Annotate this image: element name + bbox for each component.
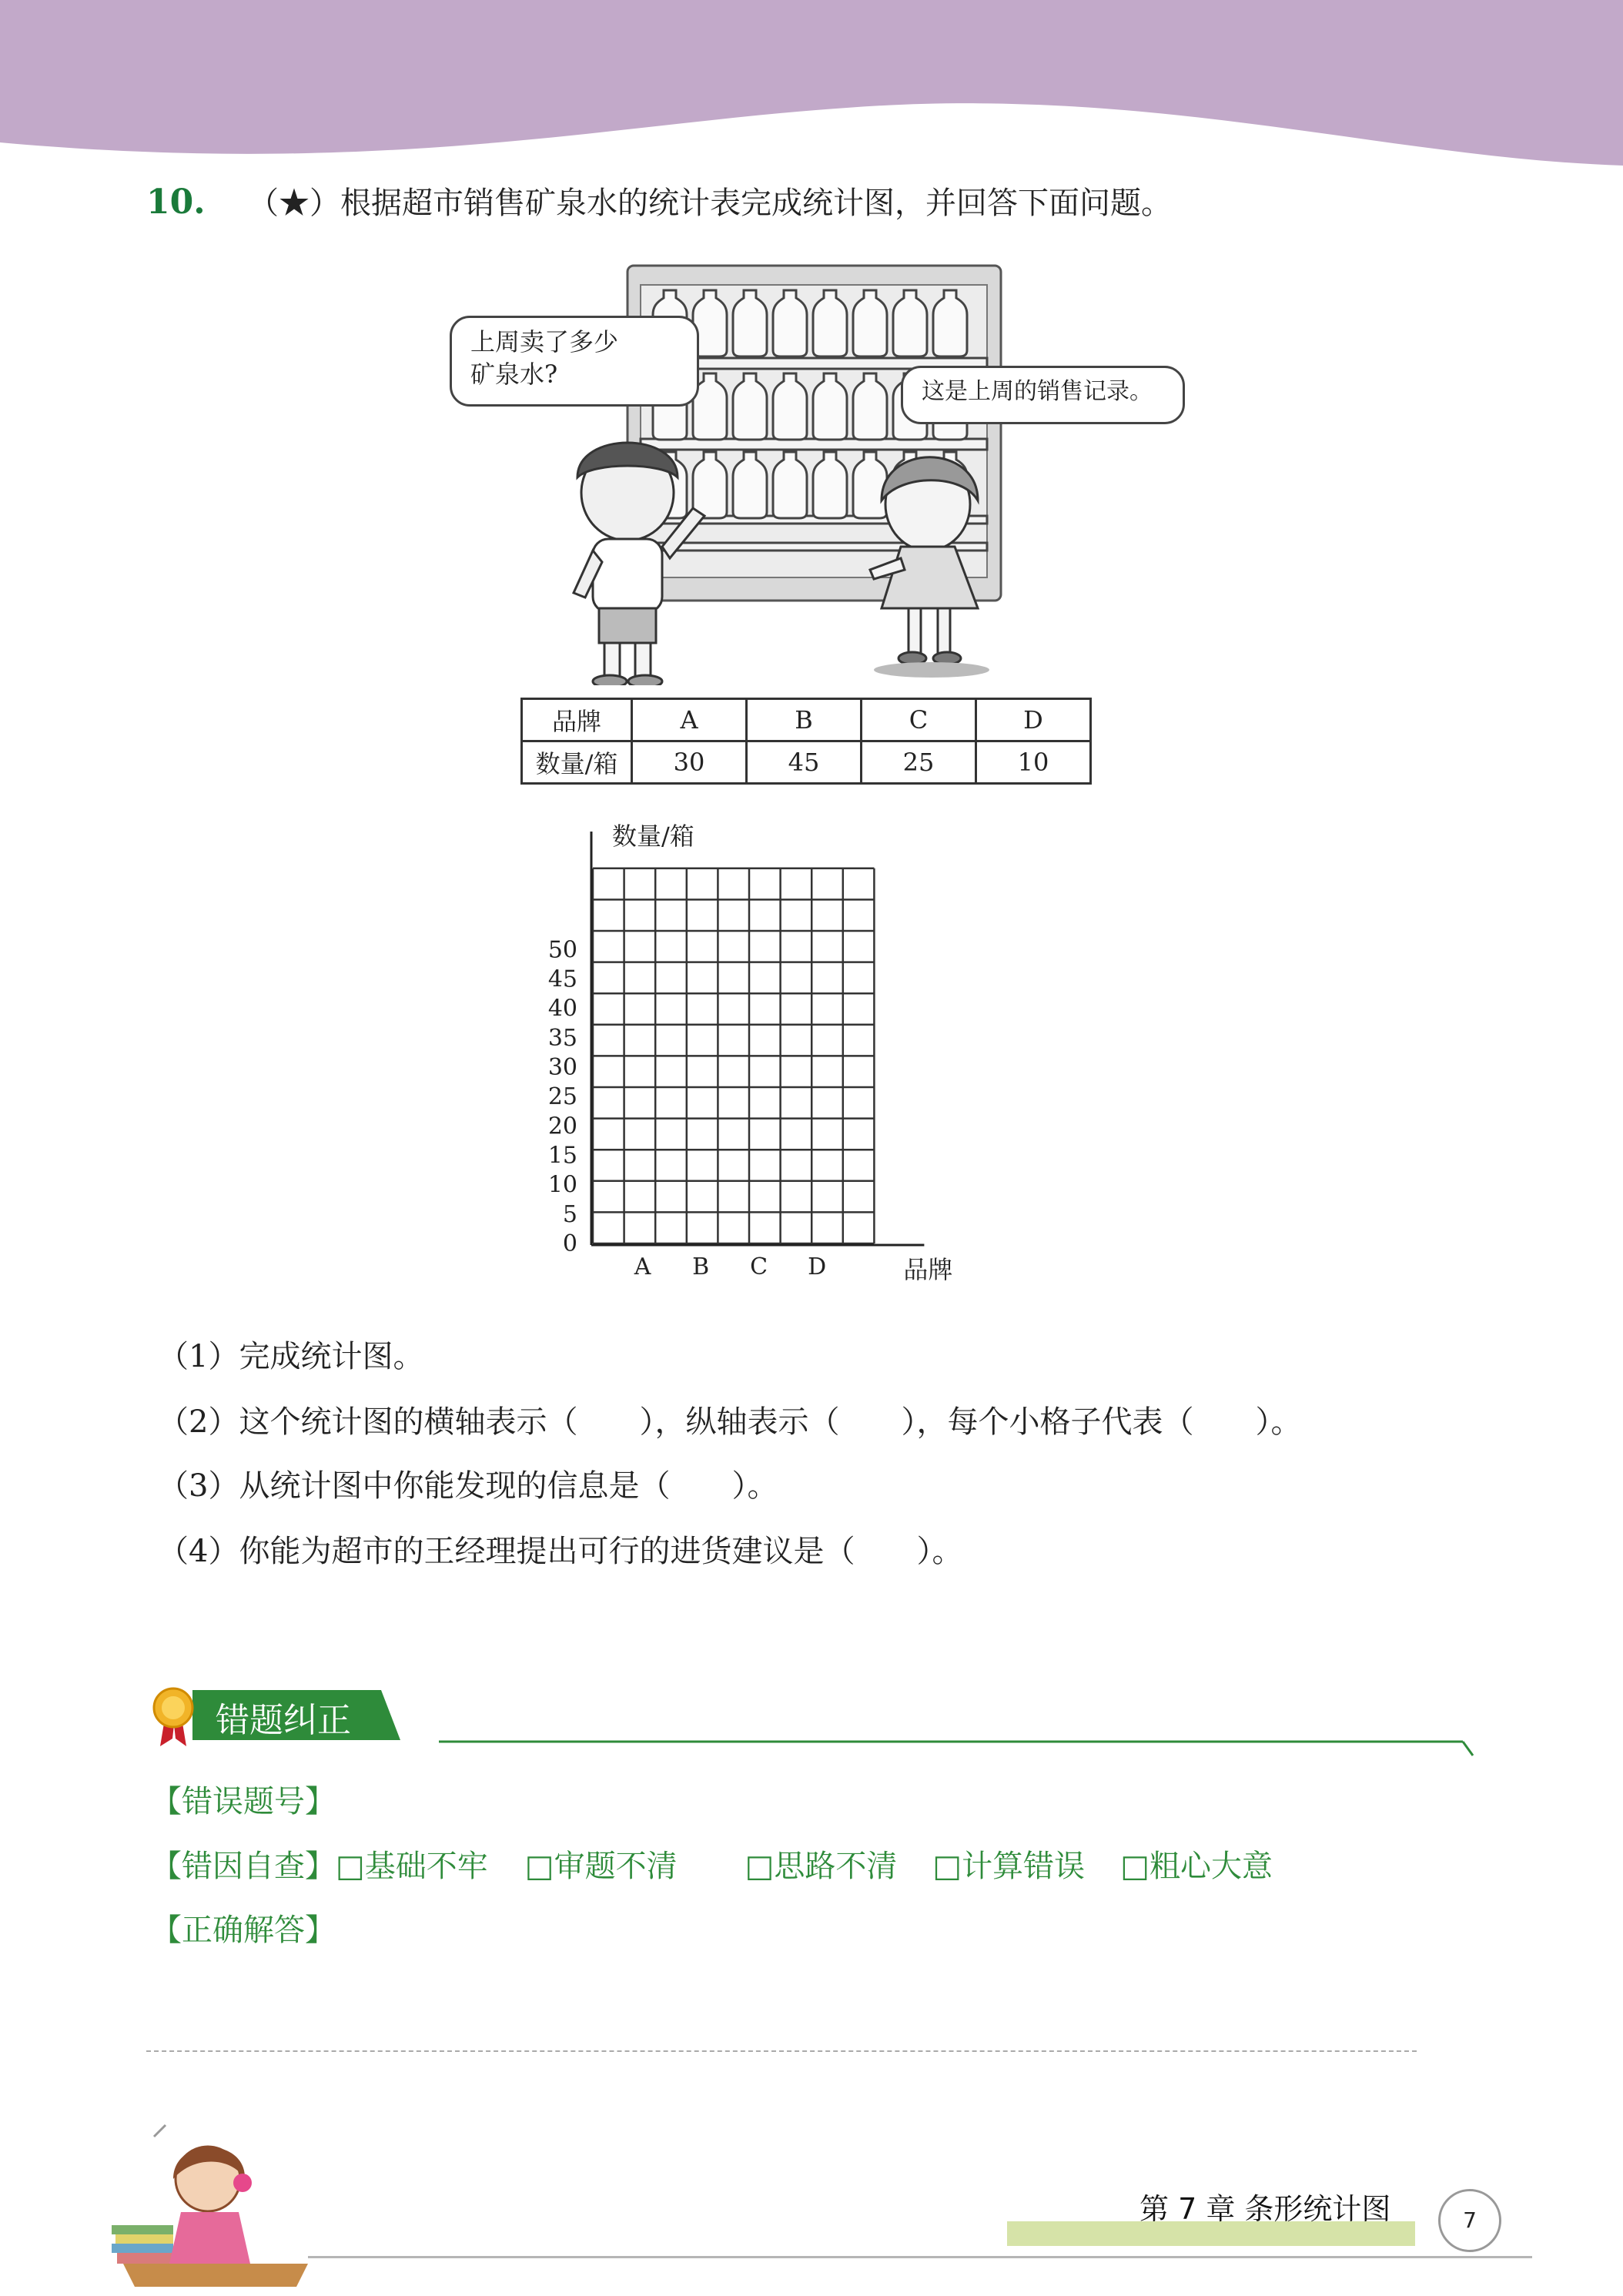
illustration [439,254,1193,685]
table-cell: D [976,699,1091,741]
x-tick-label: D [808,1253,827,1280]
y-tick-label: 15 [547,1142,577,1170]
y-tick-label: 20 [547,1113,577,1140]
y-tick-label: 5 [562,1200,577,1228]
x-tick-label: B [692,1253,710,1280]
table-row [522,741,1091,784]
table-cell: C [862,699,976,741]
table-cell: 30 [632,741,747,784]
bubble-girl-text: 这是上周的销售记录。 [922,378,1153,405]
y-tick-label: 45 [547,966,577,993]
sub-question-2: （2）这个统计图的横轴表示（ ），纵轴表示（ ），每个小格子代表（ ）。 [158,1404,1302,1440]
correct-answer-label: 【正确解答】 [151,1913,336,1948]
table-cell: 10 [976,741,1091,784]
table-cell: 25 [862,741,976,784]
x-tick-label: C [750,1253,768,1280]
y-tick-label: 40 [547,995,577,1022]
dashed-divider [146,2050,1417,2052]
medal-icon [151,1686,197,1748]
chapter-title: 第 7 章 条形统计图 [1139,2192,1391,2226]
y-tick-label: 10 [547,1171,577,1199]
y-tick-label: 25 [547,1083,577,1111]
cause-option[interactable]: □思路不清 [745,1849,898,1884]
student-illustration [108,2121,323,2287]
table-header-row [522,699,1091,741]
page-number [1438,2189,1501,2252]
bubble-boy-line2: 矿泉水? [470,360,558,389]
page-number-text: 7 [1463,2207,1477,2233]
x-axis-label: 品牌 [903,1255,953,1284]
x-tick-label: A [634,1253,651,1280]
cause-option[interactable]: □计算错误 [932,1849,1086,1884]
y-tick-label: 50 [547,936,577,964]
table-row-label: 数量/箱 [522,741,632,784]
cause-option[interactable]: □审题不清 [524,1849,678,1884]
y-tick-label: 30 [547,1054,577,1082]
cause-row [151,1842,1273,1886]
cause-option[interactable]: □粗心大意 [1120,1849,1273,1884]
wrong-number-label: 【错误题号】 [151,1784,336,1819]
sub-question-3: （3）从统计图中你能发现的信息是（ ）。 [158,1468,778,1504]
question-text: （★）根据超市销售矿泉水的统计表完成统计图，并回答下面问题。 [248,186,1172,221]
bar-chart-grid [524,816,1155,1294]
cause-option[interactable]: □基础不牢 [336,1849,488,1884]
question-number: 10. [146,182,206,222]
footer-line [308,2256,1532,2258]
table-cell: A [632,699,747,741]
y-tick-label: 0 [562,1230,577,1257]
y-axis-label: 数量/箱 [612,822,694,851]
speech-bubble-girl [901,366,1185,424]
table-cell: B [747,699,862,741]
bubble-boy-line1: 上周卖了多少 [470,327,619,356]
sub-question-1: （1）完成统计图。 [158,1339,424,1374]
question-title [146,179,1172,223]
table-header-label: 品牌 [522,699,632,741]
correction-title: 错题纠正 [216,1701,351,1740]
speech-bubble-boy [450,316,699,407]
header-wave [0,0,1623,177]
cause-label: 【错因自查】 [151,1849,336,1884]
table-cell: 45 [747,741,862,784]
y-tick-label: 35 [547,1024,577,1052]
sub-question-4: （4）你能为超市的王经理提出可行的进货建议是（ ）。 [158,1534,963,1569]
sales-table [520,698,1092,785]
